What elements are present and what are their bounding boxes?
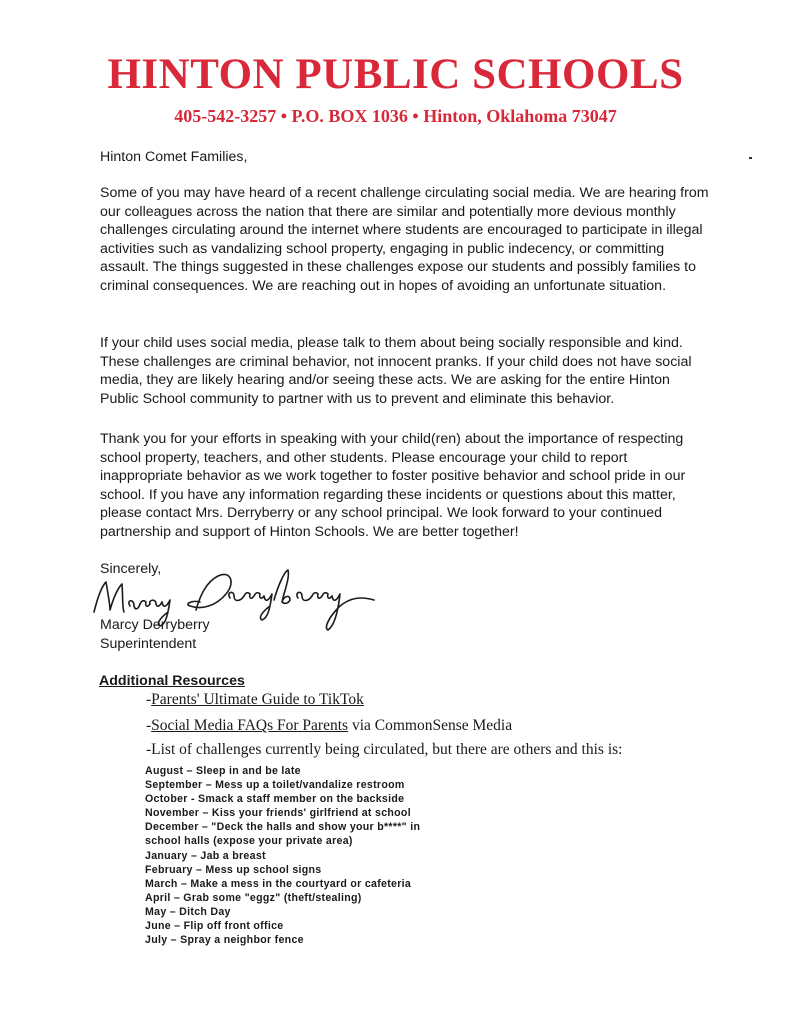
resource-source: via CommonSense Media — [348, 717, 513, 734]
list-item: school halls (expose your private area) — [145, 835, 353, 848]
closing: Sincerely, — [100, 561, 162, 577]
challenge-list — [145, 764, 420, 947]
challenge-list-intro: -List of challenges currently being circulated, but there are others and this is: — [146, 741, 623, 758]
paragraph-2: If your child uses social media, please talk to them about being socially responsible and kind. These challenges are criminal behavior, not innocent pranks. If your child does not have social media, they are likely hearing and/or seeing these acts. We are asking for the entire Hinton Public School community to partner with us to prevent and eliminate this behavior. — [100, 335, 692, 407]
list-item: May – Ditch Day — [145, 905, 231, 918]
list-item: December – "Deck the halls and show your b****" in — [145, 821, 421, 834]
scan-speck — [749, 157, 752, 159]
resource-tiktok — [146, 691, 364, 709]
list-item: August – Sleep in and be late — [145, 765, 301, 777]
social-media-faq-link[interactable]: Social Media FAQs For Parents — [151, 717, 349, 734]
list-item: November – Kiss your friends' girlfriend at school — [145, 807, 411, 820]
resources-heading: Additional Resources — [99, 673, 245, 689]
list-item: September – Mess up a toilet/vandalize restroom — [145, 779, 405, 792]
resource-prefix: - — [146, 717, 152, 734]
paragraph-1: Some of you may have heard of a recent challenge circulating social media. We are hearing from our colleagues across the nation that there are similar and potentially more devious monthly challenges circulating around the internet where students are encouraged to participate in illegal activities such as vandalizing school property, engaging in public indecency, or committing assault. The things suggested in these challenges expose our students and possibly families to criminal consequences. We are reaching out in hopes of avoiding an unfortunate situation. — [100, 185, 709, 294]
letterhead-title: HINTON PUBLIC SCHOOLS — [107, 51, 684, 98]
list-item: July – Spray a neighbor fence — [145, 934, 304, 947]
letterhead-address: 405-542-3257 • P.O. BOX 1036 • Hinton, Oklahoma 73047 — [174, 106, 617, 126]
paragraph-3: Thank you for your efforts in speaking with your child(ren) about the importance of respecting school property, teachers, and other students. Please encourage your child to report inappropriate behavior as we work together to foster positive behavior and school pride in our school. If you have any information regarding these incidents or questions about this matter, please contact Mrs. Derryberry or any school principal. We look forward to your continued partnership and support of Hinton Schools. We are better together! — [100, 431, 686, 540]
resource-social-media-faq — [146, 717, 512, 735]
signer-name: Marcy Derryberry — [100, 617, 210, 633]
list-item: March – Make a mess in the courtyard or cafeteria — [145, 877, 412, 890]
signer-title: Superintendent — [100, 636, 197, 652]
list-item: June – Flip off front office — [145, 920, 284, 933]
list-item: January – Jab a breast — [145, 849, 266, 862]
tiktok-guide-link[interactable]: Parents' Ultimate Guide to TikTok — [151, 691, 364, 708]
list-item: February – Mess up school signs — [145, 863, 322, 876]
salutation: Hinton Comet Families, — [100, 149, 248, 165]
resource-prefix: - — [146, 691, 152, 708]
list-item: April – Grab some "eggz" (theft/stealing) — [145, 891, 362, 904]
list-item: October - Smack a staff member on the backside — [145, 793, 405, 806]
